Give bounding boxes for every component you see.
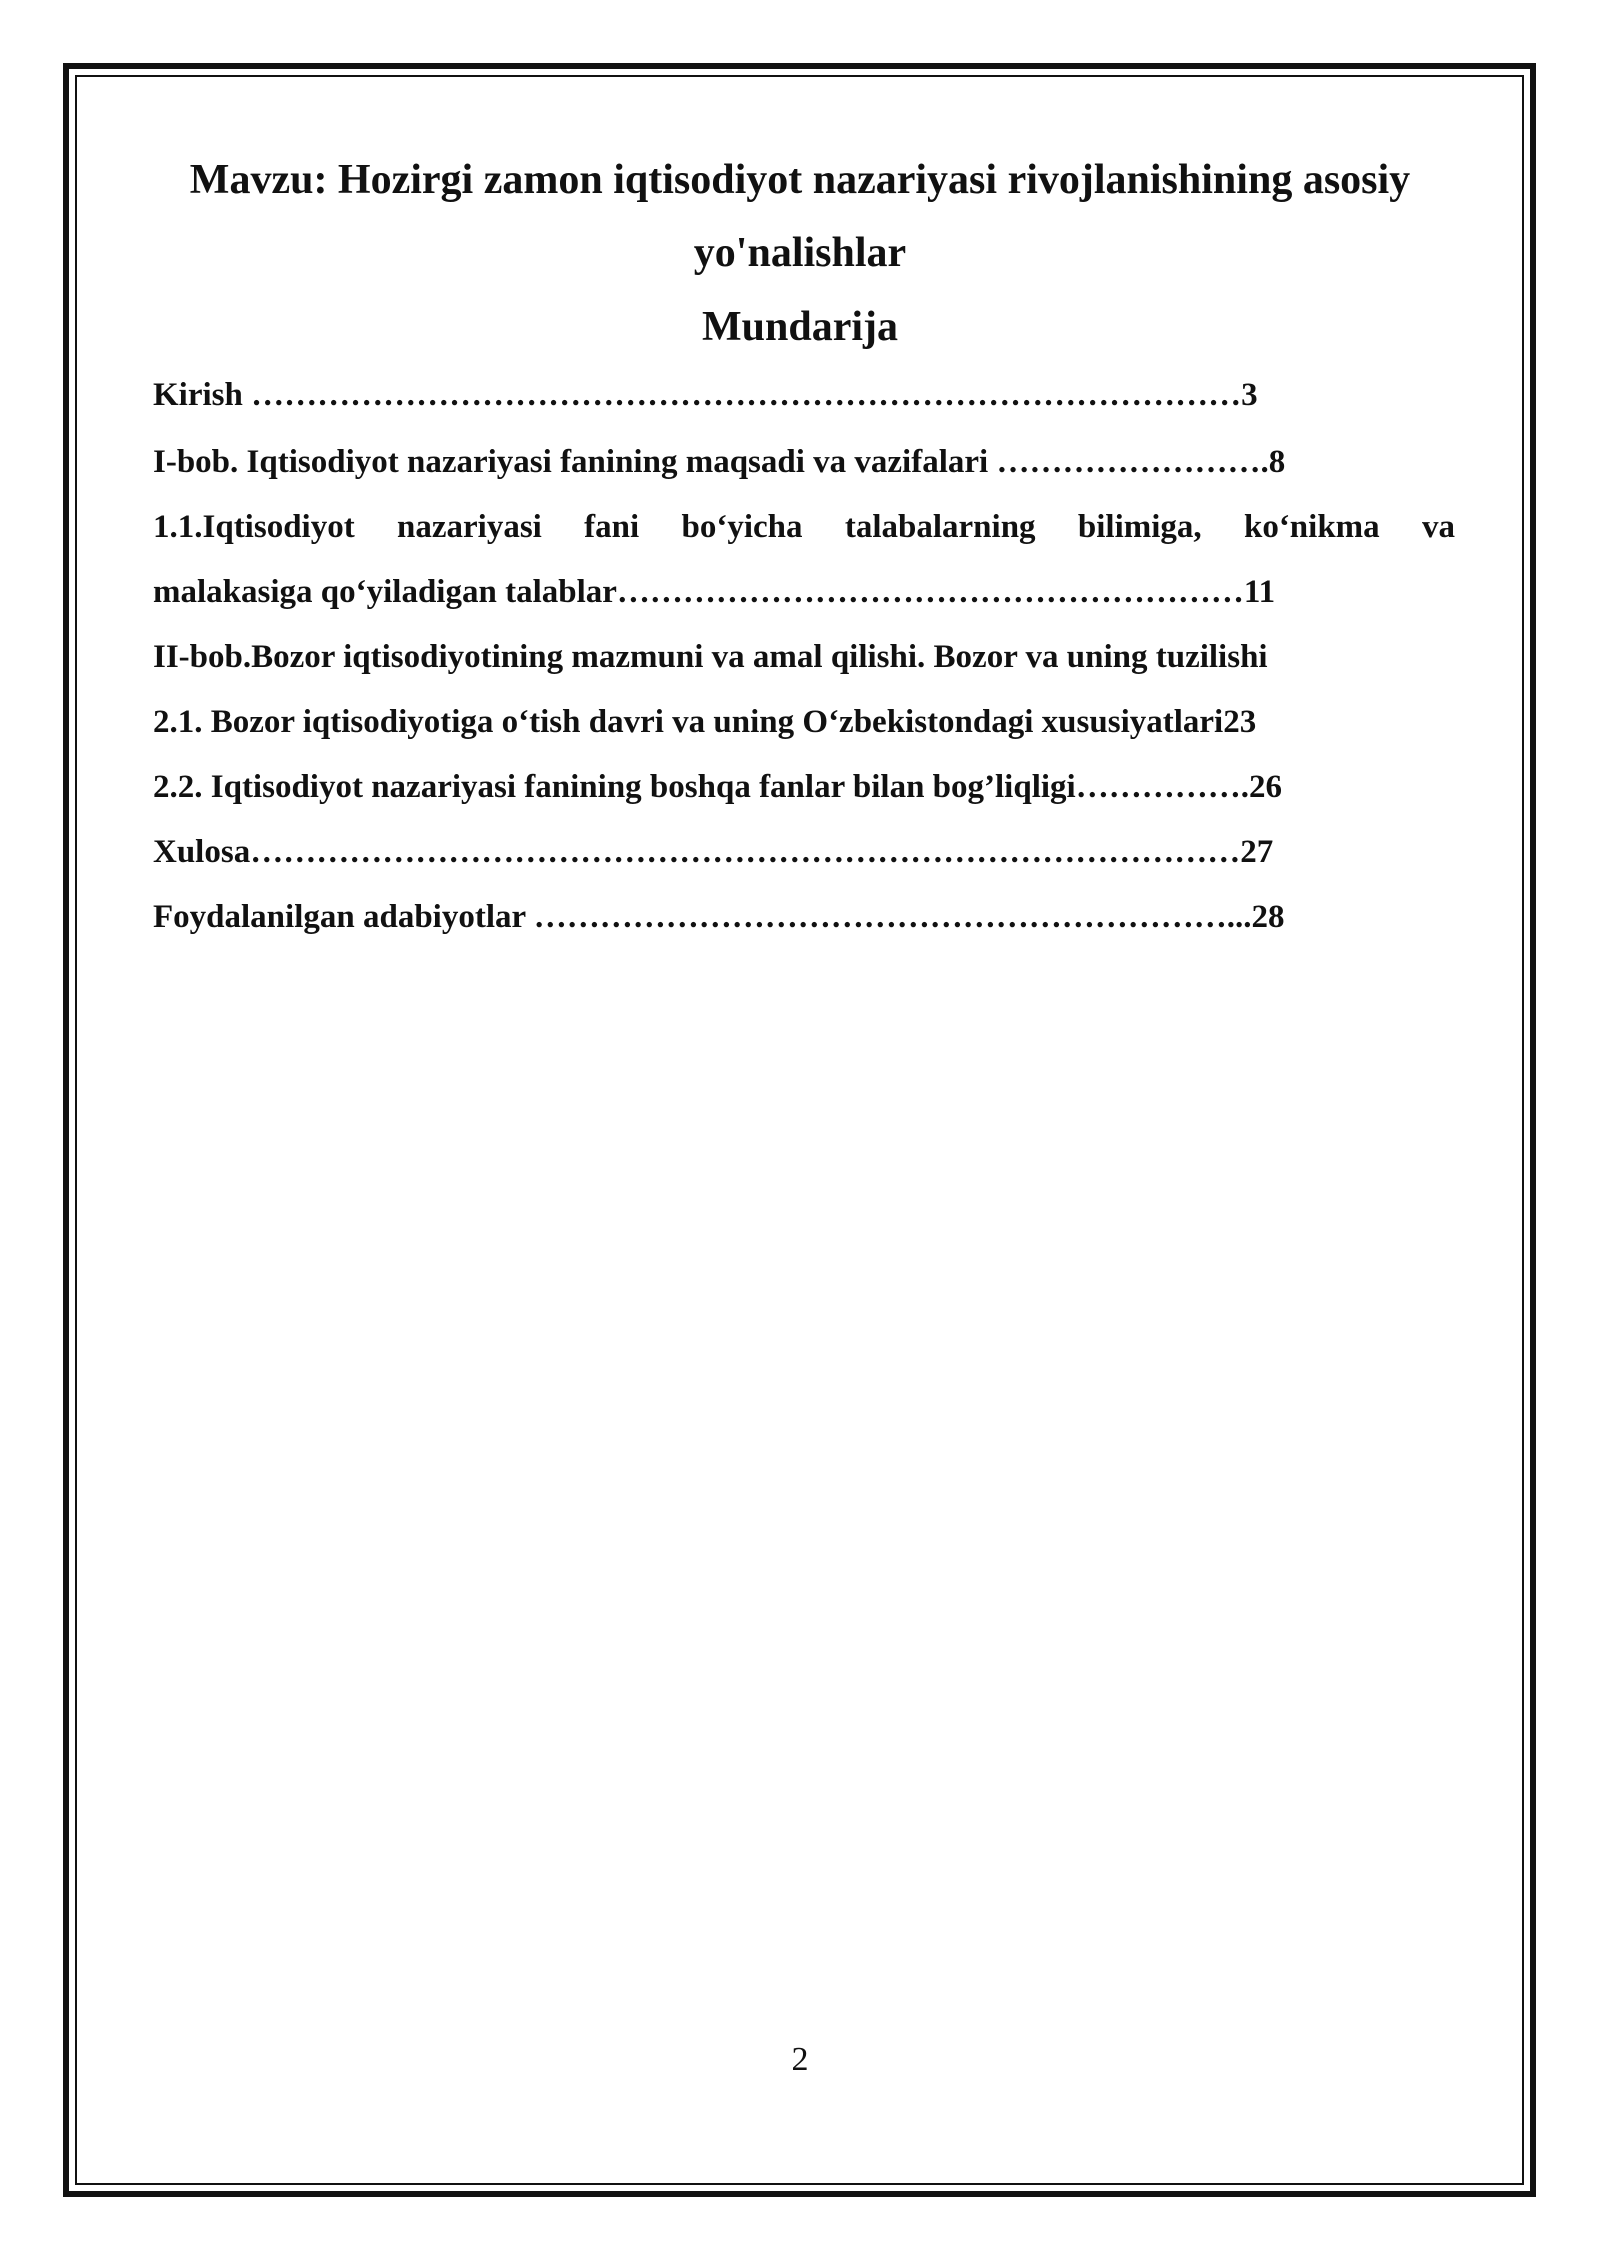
toc-entry-section-2-2: 2.2. Iqtisodiyot nazariyasi fanining boshqa fanlar bilan bog’liqligi…………….26 [153, 769, 1282, 805]
toc-entry-references: Foydalanilgan adabiyotlar ………………………………………………………...28 [153, 899, 1285, 935]
toc-entry-chapter-1: I-bob. Iqtisodiyot nazariyasi fanining maqsadi va vazifalari …………………….8 [153, 444, 1286, 480]
toc-entry-section-1-1-continued: malakasiga qo‘yiladigan talablar…………………………………………………11 [153, 574, 1276, 610]
toc-entry-section-2-1: 2.1. Bozor iqtisodiyotiga o‘tish davri va uning O‘zbekistondagi xususiyatlari23 [153, 704, 1257, 740]
toc-entry-xulosa: Xulosa………………………………………………………………………………27 [153, 834, 1274, 870]
toc-entry-kirish: Kirish ………………………………………………………………………………3 [153, 377, 1258, 413]
toc-entry-chapter-2: II-bob.Bozor iqtisodiyotining mazmuni va amal qilishi. Bozor va uning tuzilishi [153, 639, 1268, 675]
document-title-line-2: yo'nalishlar [693, 230, 907, 276]
contents-heading: Mundarija [701, 304, 898, 350]
toc-entry-section-1-1: 1.1.Iqtisodiyot nazariyasi fani bo‘yicha talabalarning bilimiga, ko‘nikma va [153, 509, 1455, 545]
document-title-line-1: Mavzu: Hozirgi zamon iqtisodiyot nazariyasi rivojlanishining asosiy [189, 157, 1411, 203]
page-number: 2 [791, 2041, 809, 2078]
